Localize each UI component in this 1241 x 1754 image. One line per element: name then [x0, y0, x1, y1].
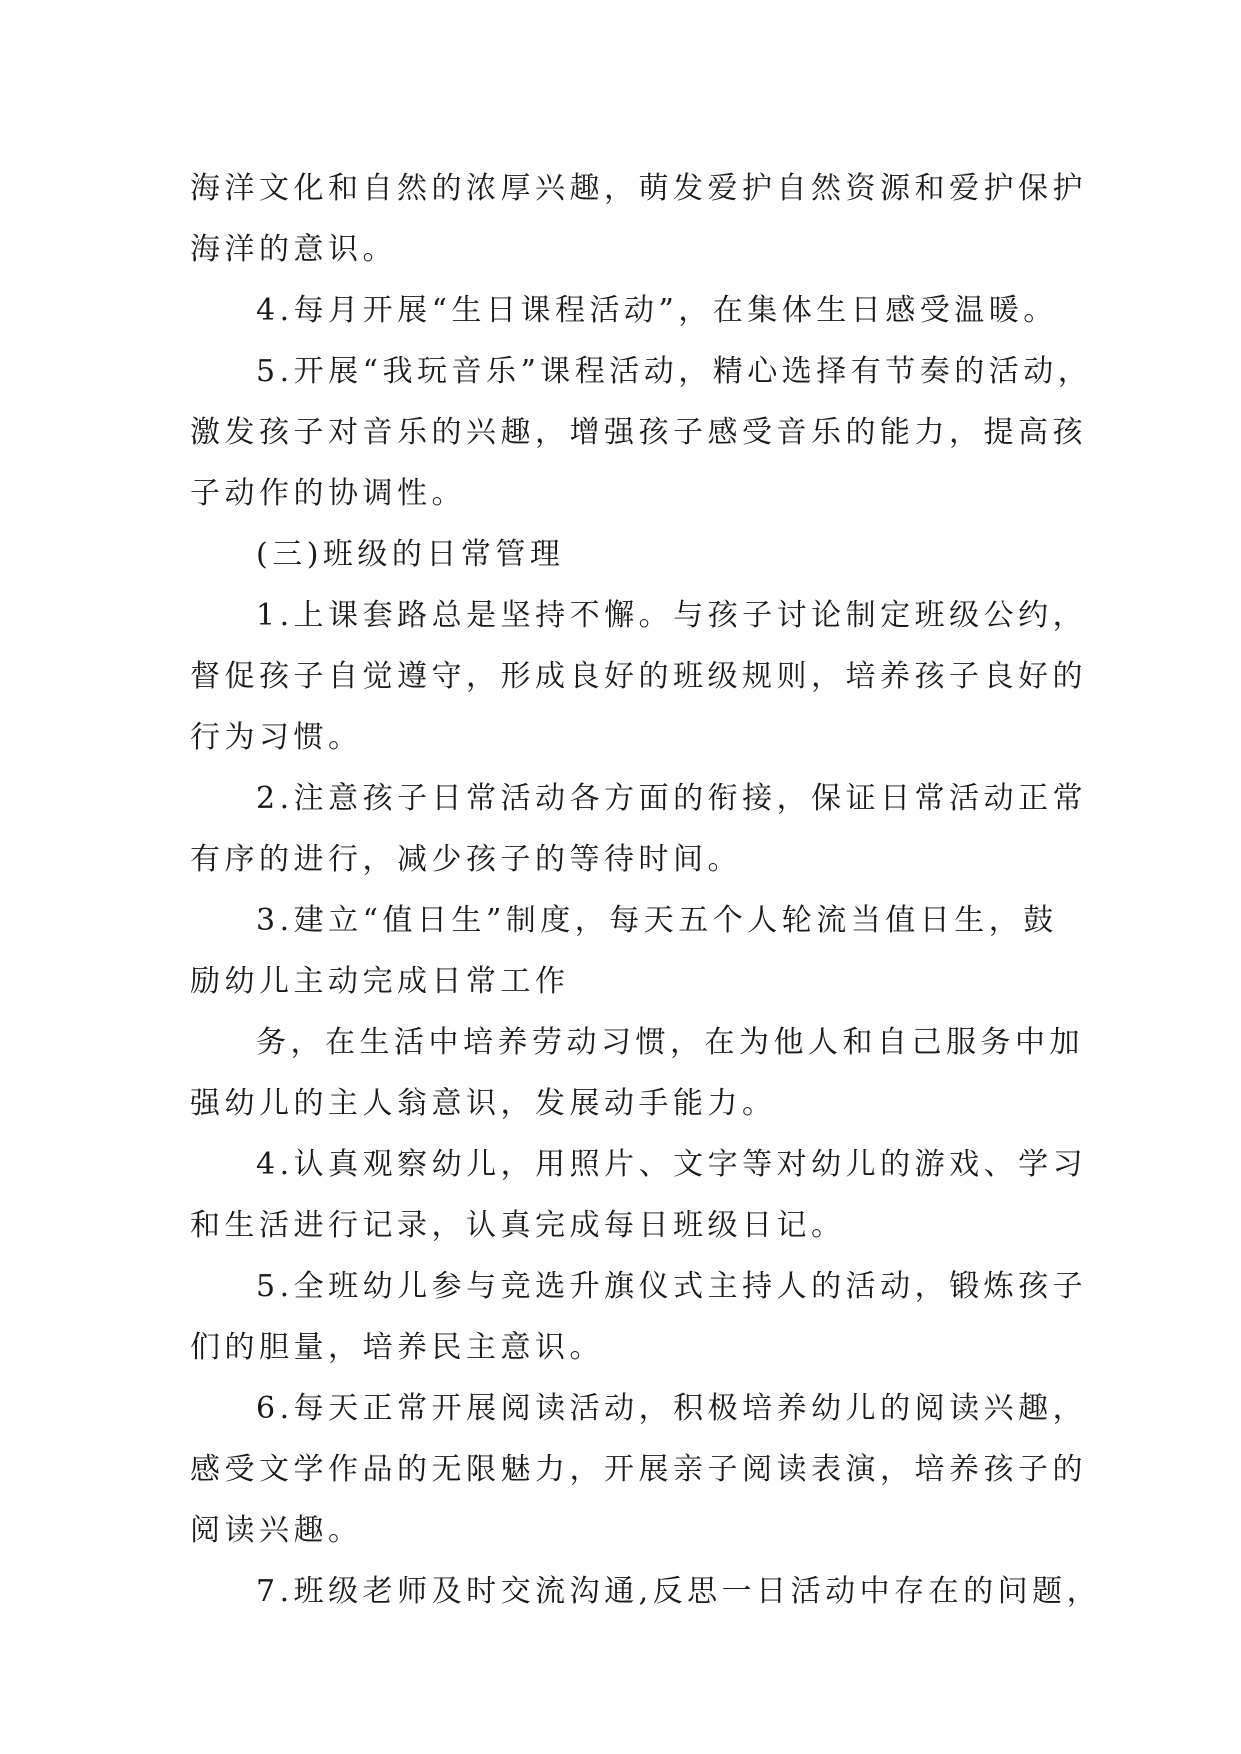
- text-line: (三)班级的日常管理: [256, 537, 565, 572]
- text-line: 激发孩子对音乐的兴趣，增强孩子感受音乐的能力，提高孩: [190, 415, 1087, 450]
- text-line: 5.全班幼儿参与竞选升旗仪式主持人的活动，锻炼孩子: [256, 1269, 1088, 1304]
- text-line: 海洋的意识。: [190, 232, 397, 267]
- text-line: 4.每月开展“生日课程活动”，在集体生日感受温暖。: [256, 293, 1058, 328]
- text-line: 励幼儿主动完成日常工作: [190, 964, 570, 999]
- text-line: 们的胆量，培养民主意识。: [190, 1330, 604, 1365]
- document-body: [190, 158, 1102, 1622]
- text-line: 5.开展“我玩音乐”课程活动，精心选择有节奏的活动，: [256, 354, 1093, 389]
- text-line: 4.认真观察幼儿，用照片、文字等对幼儿的游戏、学习: [256, 1147, 1088, 1182]
- text-line: 7.班级老师及时交流沟通,反思一日活动中存在的问题，: [256, 1574, 1102, 1609]
- text-line: 务，在生活中培养劳动习惯，在为他人和自己服务中加: [256, 1025, 1084, 1060]
- text-line: 2.注意孩子日常活动各方面的衔接，保证日常活动正常: [256, 781, 1088, 816]
- text-line: 和生活进行记录，认真完成每日班级日记。: [190, 1208, 846, 1243]
- text-line: 强幼儿的主人翁意识，发展动手能力。: [190, 1086, 777, 1121]
- text-line: 督促孩子自觉遵守，形成良好的班级规则，培养孩子良好的: [190, 659, 1087, 694]
- text-line: 子动作的协调性。: [190, 476, 466, 511]
- text-line: 1.上课套路总是坚持不懈。与孩子讨论制定班级公约，: [256, 598, 1088, 633]
- text-line: 有序的进行，减少孩子的等待时间。: [190, 842, 742, 877]
- text-line: 6.每天正常开展阅读活动，积极培养幼儿的阅读兴趣，: [256, 1391, 1088, 1426]
- text-line: 3.建立“值日生”制度，每天五个人轮流当值日生，鼓: [256, 903, 1058, 938]
- text-line: 阅读兴趣。: [190, 1513, 363, 1548]
- text-line: 海洋文化和自然的浓厚兴趣，萌发爱护自然资源和爱护保护: [190, 171, 1087, 206]
- text-line: 行为习惯。: [190, 720, 363, 755]
- text-line: 感受文学作品的无限魅力，开展亲子阅读表演，培养孩子的: [190, 1452, 1087, 1487]
